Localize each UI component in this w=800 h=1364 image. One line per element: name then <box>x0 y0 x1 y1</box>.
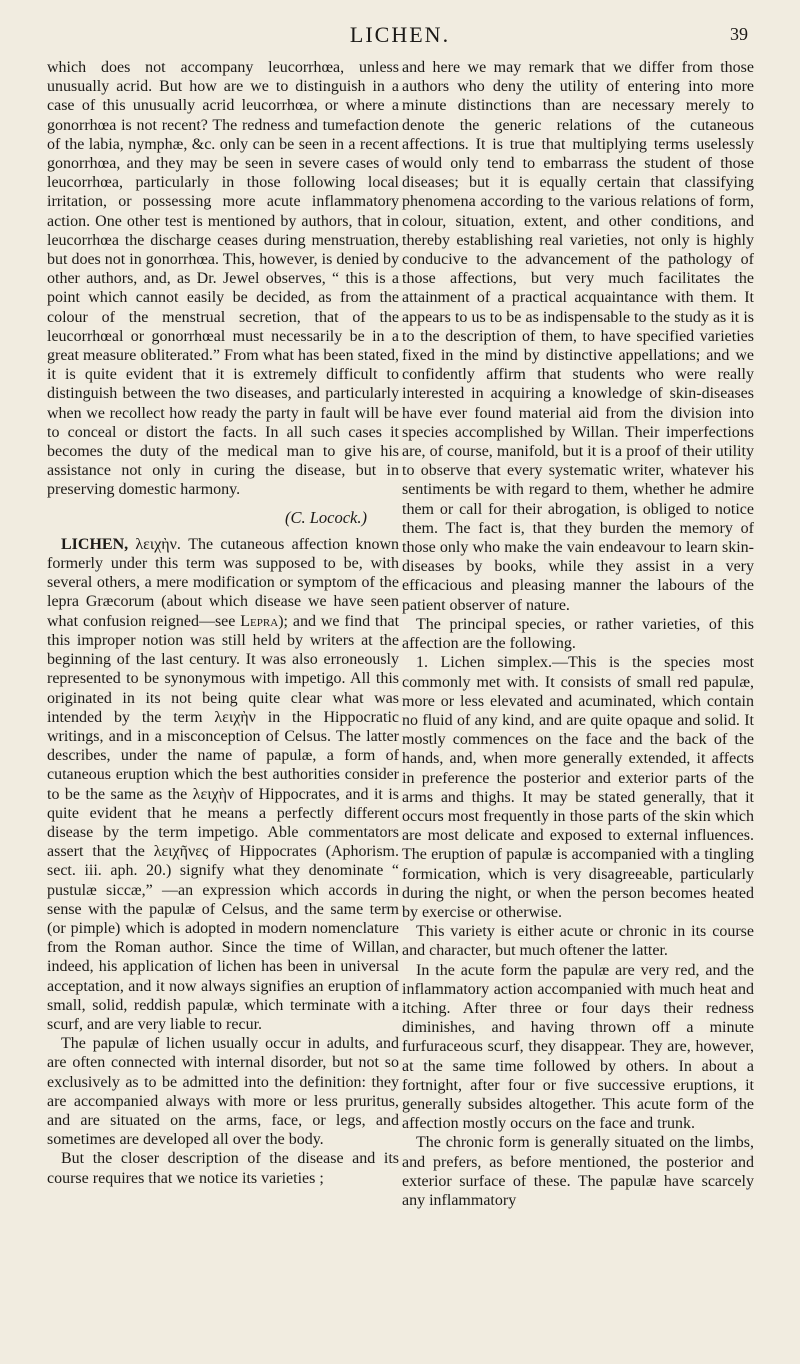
paragraph-lichen-definition <box>47 535 399 1034</box>
paragraph-principal-species: The principal species, or rather varieties, of this affection are the following. <box>402 615 754 653</box>
paragraph-lichen-simplex: 1. Lichen simplex.—This is the species most commonly met with. It consists of small red papulæ, more or less elevated and acuminated, which contain no fluid of any kind, and are quite opaque and solid. It mostly commences on the face and the back of the hands, and, when more generally extended, it affects in preference the posterior and exterior parts of the arms and thighs. It may be stated generally, that it occurs most frequently in those parts of the skin which are most delicate and exposed to external influences. The eruption of papulæ is accompanied with a tingling formication, which is very disagreeable, particularly during the night, or when the person becomes heated by exercise or otherwise. <box>402 654 754 921</box>
paragraph-acute-form: In the acute form the papulæ are very red, and the inflammatory action accompanied with much heat and itching. After three or four days their redness diminishes, and having thrown off a minute furfuraceous scurf, they disappear. They are, however, at the same time followed by others. In about a fortnight, after four or five successive eruptions, it generally subsides altogether. This acute form of the affection mostly occurs on the face and trunk. <box>402 961 754 1133</box>
entry-text: The cutaneous affection known formerly under this term was supposed to be, with several others, a mere modification or symptom of the lepra Græcorum (about which disease we have seen what confusion reigned—see <box>47 535 400 630</box>
cross-reference-lepra: Lepra <box>240 612 279 630</box>
paragraph-papulae: The papulæ of lichen usually occur in adults, and are often connected with internal disorder, but not so exclusively as to be admitted into the definition: they are accompanied always with more or less pruritus, and are situated on the arms, face, or legs, and sometimes are developed all over the body. <box>47 1035 399 1149</box>
entry-text-continued: ); and we find that this improper notion was still held by writers at the beginning of the last century. It was also erroneously represented to be synonymous with impetigo. All this originated in its not being quite clear what was intended by the term λειχὴν in the Hippocratic writings, and in a misconception of Celsus. The latter describes, under the name of papulæ, a form of cutaneous eruption which the best authorities consider to be the same as the λειχὴν of Hippocrates, and it is quite evident that he means a perfectly different disease by the term impetigo. Able commentators assert that the λειχῆνες of Hippocrates (Aphorism. sect. iii. aph. 20.) signify what they denominate “ pustulæ siccæ,” —an expression which accords in sense with the papulæ of Celsus, and the same term (or pimple) which is adopted in modern nomenclature from the Roman author. Since the time of Willan, indeed, his application of lichen has been in universal acceptation, and it now always signifies an eruption of small, solid, reddish papulæ, which terminate with a scurf, and are very liable to recur. <box>47 612 400 1033</box>
right-column <box>402 58 754 1210</box>
left-column <box>47 58 399 1188</box>
running-title: LICHEN. <box>349 22 451 47</box>
page-header <box>0 22 800 46</box>
paragraph-varieties-intro: But the closer description of the disease and its course requires that we notice its varieties ; <box>47 1150 399 1187</box>
entry-greek-term: λειχὴν. <box>135 535 181 553</box>
paragraph-leucorrhoea-continued: which does not accompany leucorrhœa, unless unusually acrid. But how are we to distinguish in a case of this unusually acrid leucorrhœa, or where a gonorrhœa is not recent? The redness and tumefaction of the labia, nymphæ, &c. only can be seen in a recent gonorrhœa, and they may be seen in severe cases of leucorrhœa, particularly in those following local irritation, or possessing more acute inflammatory action. One other test is mentioned by authors, that in leucorrhœa the discharge ceases during menstruation, but does not in gonorrhœa. This, however, is denied by other authors, and, as Dr. Jewel observes, “ this is a point which cannot easily be decided, as from the colour of the menstrual secretion, that of the leucorrhœal or gonorrhœal must necessarily be in a great measure obliterated.” From what has been stated, it is quite evident that it is extremely difficult to distinguish between the two diseases, and particularly when we recollect how ready the party in fault will be to conceal or distort the facts. In all such cases it becomes the duty of the medical man to give his assistance not only in curing the disease, but in preserving domestic harmony. <box>47 59 399 499</box>
paragraph-acute-chronic: This variety is either acute or chronic in its course and character, but much oftener the latter. <box>402 923 754 960</box>
entry-headword: LICHEN, <box>61 535 129 553</box>
paragraph-classification: and here we may remark that we differ from those authors who deny the utility of entering into more minute distinctions than are necessary merely to denote the generic relations of the cutaneous affections. It is true that multiplying terms uselessly would only tend to embarrass the student of those diseases; but it is equally certain that classifying phenomena according to the various relations of form, colour, situation, extent, and other conditions, and thereby establishing real varieties, not only is highly conducive to the advancement of the pathology of those affections, but very much facilitates the attainment of a practical acquaintance with them. It appears to us to be as indispensable to the study as it is to the description of them, to have specified varieties fixed in the mind by distinctive appellations; and we confidently affirm that students who were really interested in acquiring a knowledge of skin-diseases have ever found material aid from the division into species accomplished by Willan. Their imperfections are, of course, manifold, but it is a proof of their utility to observe that every systematic writer, whatever his sentiments be with regard to them, whether he admire them or call for their abrogation, is obliged to notice them. The fact is, that they burden the memory of those only who make the vain endeavour to learn skin-diseases by books, while they assist in a very efficacious and pleasing manner the labours of the patient observer of nature. <box>402 59 754 614</box>
page-number: 39 <box>730 24 748 44</box>
author-signature: (C. Locock.) <box>284 507 367 527</box>
paragraph-chronic-form: The chronic form is generally situated on the limbs, and prefers, as before mentioned, the posterior and exterior surface of these. The papulæ have scarcely any inflammatory <box>402 1134 754 1209</box>
